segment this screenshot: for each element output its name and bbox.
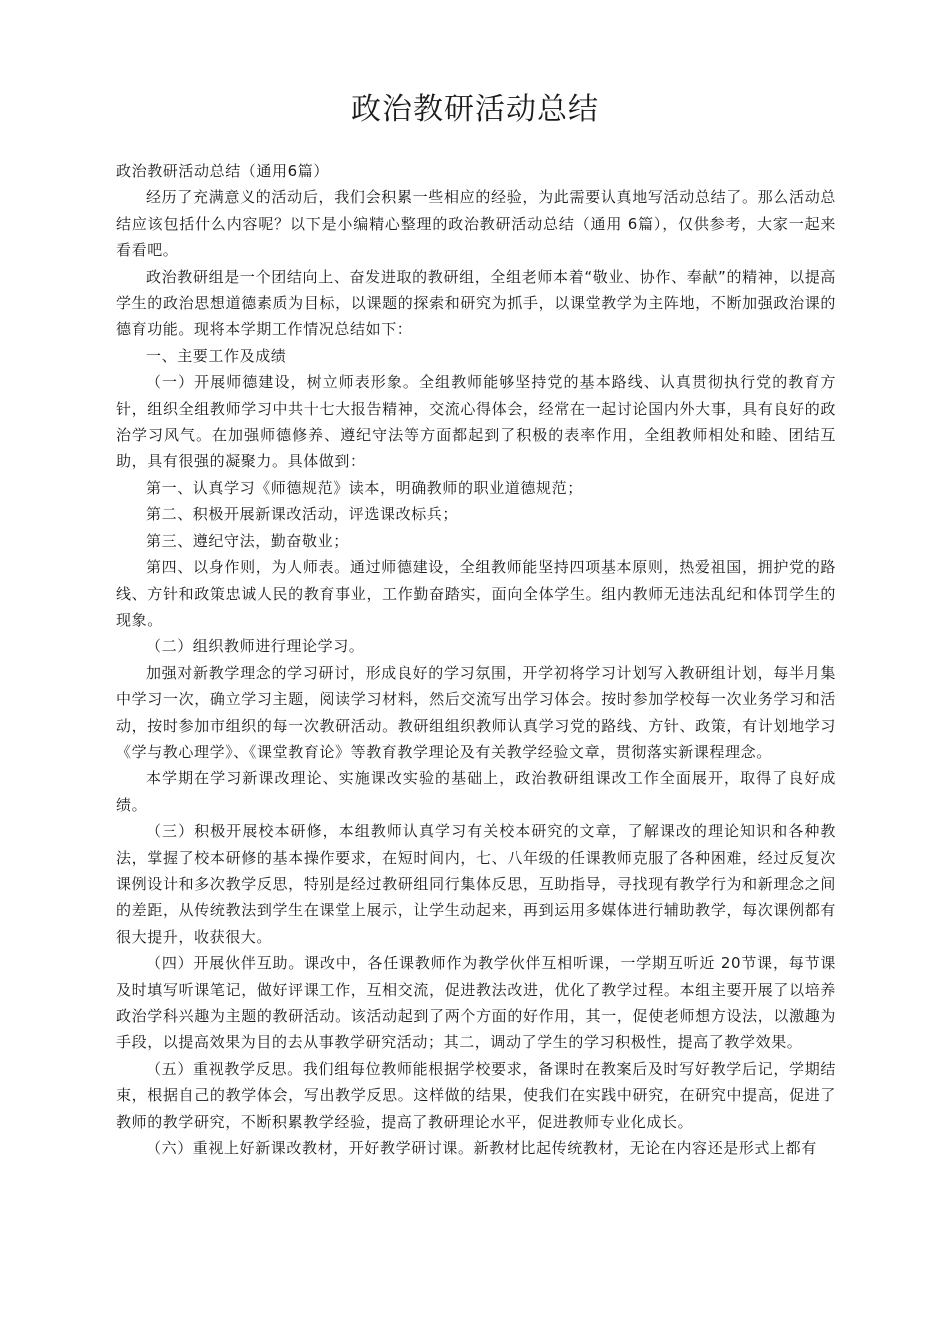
paragraph-peer-support: （四）开展伙伴互助。课改中，各任课教师作为教学伙伴互相听课，一学期互听近 20节课，每节课及时填写听课笔记，做好评课工作，互相交流，促进教法改进，优化了教学过程。本组主要开展了以培养政治学科兴趣为主题的教研活动。该活动起到了两个方面的好作用，其一，促使老师想方设法，以激趣为手段，以提高效果为目的去从事教学研究活动；其二，调动了学生的学习积极性，提高了教学效果。	[116, 954, 836, 1052]
paragraph-intro: 经历了充满意义的活动后，我们会积累一些相应的经验，为此需要认真地写活动总结了。那么活动总结应该包括什么内容呢？以下是小编精心整理的政治教研活动总结（通用 6篇），仅供参考，大家一起来看看吧。	[116, 188, 836, 260]
paragraph-reflection: （五）重视教学反思。我们组每位教师能根据学校要求，备课时在教案后及时写好教学后记，学期结束，根据自己的教学体会，写出教学反思。这样做的结果，使我们在实践中研究，在研究中提高，促进了教师的教学研究，不断积累教学经验，提高了教研理论水平，促进教师专业化成长。	[116, 1059, 836, 1131]
paragraph-overview: 政治教研组是一个团结向上、奋发进取的教研组，全组老师本着“敬业、协作、奉献”的精神，以提高学生的政治思想道德素质为目标，以课题的探索和研究为抓手，以课堂教学为主阵地，不断加强政治课的德育功能。现将本学期工作情况总结如下：	[116, 267, 836, 339]
paragraph-new-textbook: （六）重视上好新课改教材，开好教学研讨课。新教材比起传统教材，无论在内容还是形式上都有	[146, 1139, 817, 1158]
paragraph-school-research: （三）积极开展校本研修，本组教师认真学习有关校本研究的文章，了解课改的理论知识和各种教法，掌握了校本研修的基本操作要求，在短时间内，七、八年级的任课教师克服了各种困难，经过反复次课例设计和多次教学反思，特别是经过教研组同行集体反思，互助指导，寻找现有教学行为和新理念之间的差距，从传统教法到学生在课堂上展示，让学生动起来，再到运用多媒体进行辅助教学，每次课例都有很大提升，收获很大。	[116, 822, 836, 946]
paragraph-theory-study: 加强对新教学理念的学习研讨，形成良好的学习氛围，开学初将学习计划写入教研组计划，每半月集中学习一次，确立学习主题，阅读学习材料，然后交流写出学习体会。按时参加学校每一次业务学习和活动，按时参加市组织的每一次教研活动。教研组组织教师认真学习党的路线、方针、政策，有计划地学习《学与教心理学》、《课堂教育论》等教育教学理论及有关教学经验文章，贯彻落实新课程理念。	[116, 663, 836, 761]
list-item-third: 第三、遵纪守法，勤奋敬业；	[146, 531, 349, 550]
document-body	[116, 158, 836, 1161]
paragraph-curriculum-reform: 本学期在学习新课改理论、实施课改实验的基础上，政治教研组课改工作全面展开，取得了良好成绩。	[116, 769, 836, 814]
subheading-theory-study: （二）组织教师进行理论学习。	[146, 637, 365, 656]
list-item-first: 第一、认真学习《师德规范》读本，明确教师的职业道德规范；	[146, 478, 583, 497]
list-item-fourth: 第四、以身作则，为人师表。通过师德建设，全组教师能坚持四项基本原则，热爱祖国，拥护党的路线、方针和政策忠诚人民的教育事业，工作勤奋踏实，面向全体学生。组内教师无违法乱纪和体罚学生的现象。	[116, 558, 836, 629]
list-item-second: 第二、积极开展新课改活动，评选课改标兵；	[146, 505, 459, 524]
document-subtitle: 政治教研活动总结（通用6篇）	[116, 162, 329, 180]
section-heading-main-work: 一、主要工作及成绩	[146, 346, 287, 365]
paragraph-ethics: （一）开展师德建设，树立师表形象。全组教师能够坚持党的基本路线、认真贯彻执行党的教育方针，组织全组教师学习中共十七大报告精神，交流心得体会，经常在一起讨论国内外大事，具有良好的政治学习风气。在加强师德修养、遵纪守法等方面都起到了积极的表率作用，全组教师相处和睦、团结互助，具有很强的凝聚力。具体做到：	[116, 373, 836, 471]
document-title: 政治教研活动总结	[351, 92, 599, 127]
